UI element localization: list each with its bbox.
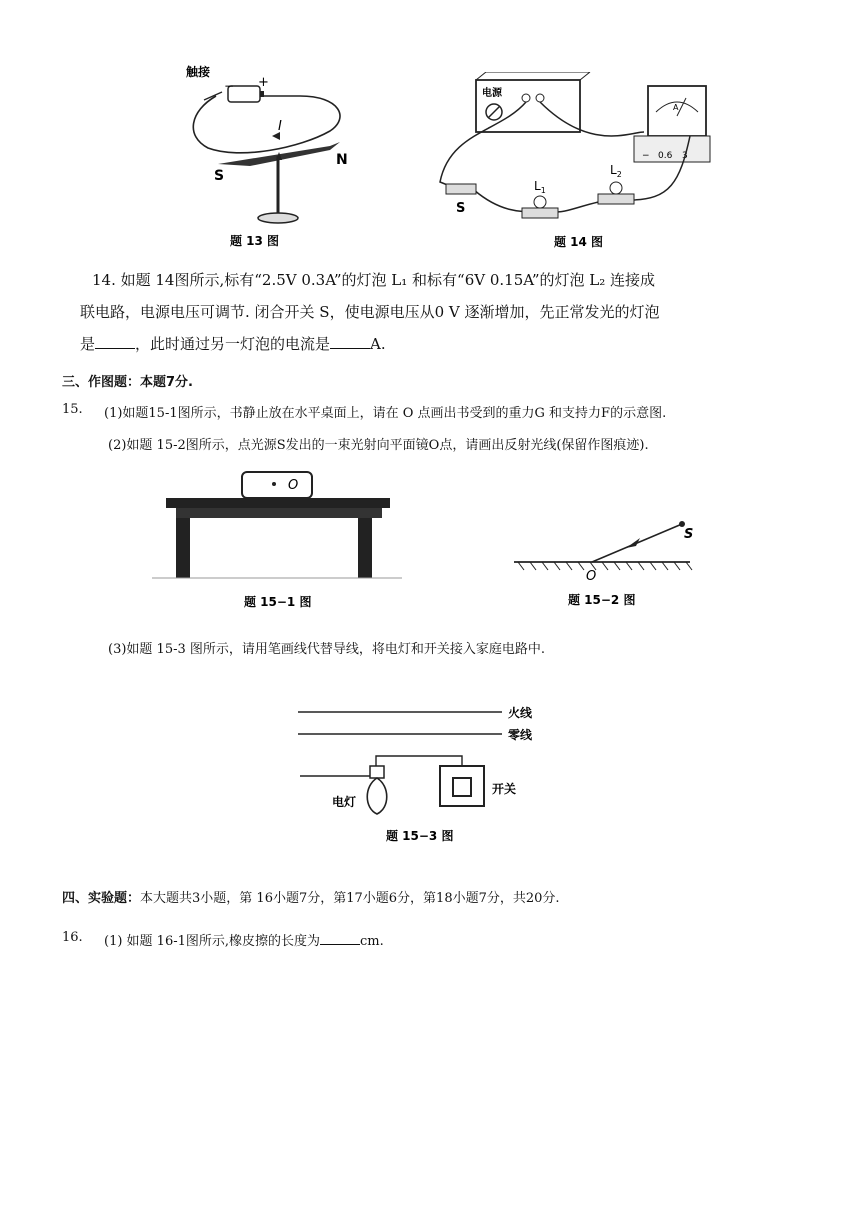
q16-text-a: (1) 如题 16-1图所示,橡皮擦的长度为 bbox=[104, 934, 321, 949]
meter-minus: − bbox=[642, 151, 650, 161]
q14-text-a: 是 bbox=[80, 335, 96, 353]
table-top bbox=[166, 498, 390, 508]
section-4-title: 四、实验题： bbox=[62, 891, 141, 906]
south-label: S bbox=[214, 168, 225, 184]
q15-part3: (3)如题 15-3 图所示，请用笔画线代替导线，将电灯和开关接入家庭电路中. bbox=[108, 642, 546, 657]
meter-06: 0.6 bbox=[658, 151, 673, 161]
answer-blank-2[interactable] bbox=[330, 334, 370, 349]
q14-line3 bbox=[80, 328, 386, 360]
mirror-point-o: O bbox=[586, 569, 597, 584]
q14-line2: 联电路，电源电压可调节. 闭合开关 S，使电源电压从0 V 逐渐增加，先正常发光的灯泡 bbox=[80, 303, 660, 321]
north-label: N bbox=[336, 152, 348, 168]
figure-15-3-caption: 题 15−3 图 bbox=[386, 829, 454, 843]
point-o: O bbox=[288, 478, 299, 493]
q16-text-b: cm. bbox=[360, 934, 384, 949]
power-label: 电源 bbox=[482, 88, 502, 99]
l2-label: L bbox=[610, 163, 617, 177]
figure-14 bbox=[430, 72, 730, 256]
figure-15-1-caption: 题 15−1 图 bbox=[244, 595, 312, 609]
touch-label: 触接 bbox=[186, 65, 211, 79]
switch-label: 开关 bbox=[492, 782, 517, 796]
bulb-l1 bbox=[522, 208, 558, 218]
figure-15-2 bbox=[508, 510, 698, 610]
q15-number: 15. bbox=[62, 402, 83, 417]
q16-number: 16. bbox=[62, 930, 83, 945]
plus-sign: + bbox=[258, 75, 269, 90]
neutral-label: 零线 bbox=[508, 728, 533, 742]
q14-text-b: ，此时通过另一灯泡的电流是 bbox=[135, 335, 331, 353]
switch-s bbox=[446, 184, 476, 194]
q15-part2: (2)如题 15-2图所示，点光源S发出的一束光射向平面镜O点，请画出反射光线(保留作图痕迹). bbox=[108, 438, 649, 453]
svg-text:L1 bbox=[534, 179, 546, 195]
q15-part1: (1)如题15-1图所示，书静止放在水平桌面上，请在 O 点画出书受到的重力G 和支持力F的示意图. bbox=[104, 406, 667, 421]
live-label: 火线 bbox=[508, 706, 533, 720]
figure-13 bbox=[180, 56, 370, 256]
svg-text:L2 bbox=[610, 163, 622, 179]
q14-text-c: A. bbox=[370, 335, 386, 353]
section-3-heading: 三、作图题：本题7分. bbox=[62, 375, 193, 390]
l1-label: L bbox=[534, 179, 541, 193]
minus-sign: − bbox=[224, 79, 235, 93]
bulb-l2 bbox=[598, 194, 634, 204]
l2-sub: 2 bbox=[616, 170, 622, 179]
lamp-bulb bbox=[367, 778, 387, 814]
section-4-desc: 本大题共3小题，第 16小题7分，第17小题6分，第18小题7分，共20分. bbox=[140, 891, 560, 906]
answer-blank-3[interactable] bbox=[320, 930, 360, 945]
figure-15-2-caption: 题 15−2 图 bbox=[568, 593, 636, 607]
answer-blank-1[interactable] bbox=[95, 334, 135, 349]
switch-label: S bbox=[456, 201, 466, 216]
lamp-label: 电灯 bbox=[332, 795, 357, 809]
q16-line bbox=[104, 930, 384, 949]
book bbox=[242, 472, 312, 498]
source-s: S bbox=[684, 527, 694, 542]
ammeter-a: A bbox=[673, 103, 679, 112]
l1-sub: 1 bbox=[540, 186, 546, 195]
figure-13-caption: 题 13 图 bbox=[230, 234, 280, 248]
figure-15-3 bbox=[290, 700, 550, 850]
meter-3: 3 bbox=[682, 151, 688, 161]
figure-15-1 bbox=[152, 462, 402, 612]
figure-14-caption: 题 14 图 bbox=[554, 235, 604, 249]
q14-line1: 14. 如题 14图所示,标有“2.5V 0.3A”的灯泡 L₁ 和标有“6V 0.15A”的灯泡 L₂ 连接成 bbox=[92, 271, 656, 289]
section-4-heading bbox=[62, 887, 560, 906]
current-label: I bbox=[278, 119, 282, 134]
